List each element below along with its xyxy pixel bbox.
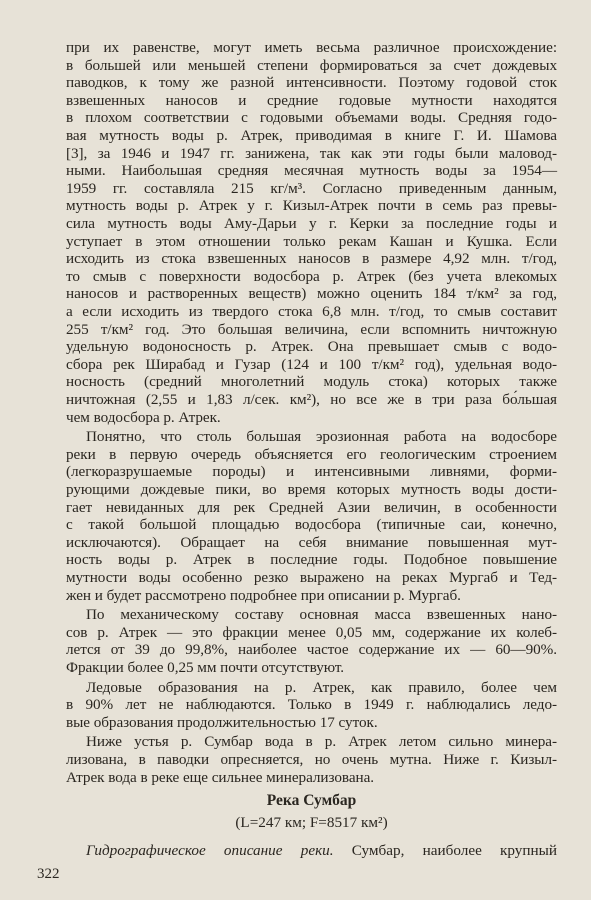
text-line: уступает в этом отношении только рекам Кашан и Кушка. Если: [66, 232, 557, 250]
text-line: удельную водоносность р. Атрек. Она превышает смыв с водо-: [66, 338, 557, 356]
text-line: ность воды р. Атрек в последние годы. Подобное повышение: [66, 551, 557, 569]
text-line: исходить из стока взвешенных наносов в размере 4,92 млн. т/год,: [66, 250, 557, 268]
text-line: то смыв с поверхности водосбора р. Атрек (без учета влекомых: [66, 267, 557, 285]
text-line: Атрек вода в реке еще сильнее минерализована.: [66, 768, 375, 786]
text-line: Ледовые образования на р. Атрек, как правило, более чем: [86, 678, 557, 696]
text-line: По механическому составу основная масса взвешенных нано-: [86, 606, 557, 624]
river-parameters: (L=247 км; F=8517 км²): [235, 814, 388, 832]
text-line: взвешенных наносов и средние годовые мутности находятся: [66, 91, 557, 109]
text-line: гает невиданных для рек Средней Азии величин, в особенности: [66, 498, 557, 516]
text-line: Фракции более 0,25 мм почти отсутствуют.: [66, 659, 345, 676]
text-line: реки в первую очередь объясняется его геологическим строением: [66, 445, 557, 463]
text-line: Ниже устья р. Сумбар вода в р. Атрек летом сильно минера-: [86, 733, 557, 751]
text-line: вые образования продолжительностью 17 суток.: [66, 713, 378, 731]
text-line: вая мутность воды р. Атрек, приводимая в книге Г. И. Шамова: [66, 127, 557, 144]
text-line: чем водосбора р. Атрек.: [66, 408, 221, 426]
section-heading: Река Сумбар: [266, 792, 357, 810]
text-line: сила мутность воды Аму-Дарьи у г. Керки за последние годы и: [66, 215, 557, 232]
subsection-title: Гидрографическое описание реки.: [86, 842, 334, 860]
text-line: лизована, в паводки опресняется, но очень мутна. Ниже г. Кизыл-: [66, 751, 557, 768]
text-line: 1959 гг. составляла 215 кг/м³. Согласно приведенным данным,: [66, 179, 557, 197]
text-line: ными. Наибольшая средняя месячная мутность воды за 1954—: [66, 162, 557, 180]
text-line: [3], за 1946 и 1947 гг. занижена, так как эти годы были маловод-: [66, 144, 557, 162]
text-line: наносов и растворенных веществ) можно оценить 184 т/км² за год,: [66, 285, 557, 303]
text-line: мутности воды особенно резко выражено на реках Мургаб и Тед-: [66, 569, 557, 586]
text-line: паводков, к тому же разной интенсивности. Поэтому годовой сток: [66, 74, 557, 92]
text-line: сов р. Атрек — это фракции менее 0,05 мм, содержание их колеб-: [66, 623, 557, 641]
subsection-line: [86, 842, 557, 860]
text-line: (легкоразрушаемые породы) и интенсивными ливнями, форми-: [66, 463, 557, 481]
text-line: рующими дождевые пики, во время которых мутность воды дости-: [66, 481, 557, 498]
page-number: 322: [37, 866, 60, 882]
text-line: 255 т/км² год. Это большая величина, если вспомнить ничтожную: [66, 320, 557, 338]
text-line: в большей или меньшей степени формироваться за счет дождевых: [66, 56, 557, 74]
text-line: исключаются). Обращает на себя внимание повышенная мут-: [66, 533, 557, 551]
text-line: ничтожная (2,55 и 1,83 л/сек. км²), но все же в три раза бо́льшая: [66, 391, 557, 408]
text-line: а если исходить из твердого стока 6,8 млн. т/год, то смыв составит: [66, 303, 557, 320]
text-line: носность (средний многолетний модуль стока) которых также: [66, 373, 557, 391]
text-line: в плохом соответствии с годовыми объемами воды. Средняя годо-: [66, 109, 557, 127]
text-line: сбора рек Ширабад и Гузар (124 и 100 т/км² год), удельная водо-: [66, 355, 557, 373]
text-line: лется от 39 до 99,8%, наиболее частое содержание их — 60—90%.: [66, 641, 557, 659]
text-line: при их равенстве, могут иметь весьма различное происхождение:: [66, 39, 557, 56]
subsection-text: Сумбар, наиболее крупный: [333, 842, 557, 860]
text-line: в 90% лет не наблюдаются. Только в 1949 г. наблюдались ледо-: [66, 696, 557, 714]
text-line: с такой большой площадью водосбора (типичные саи, конечно,: [66, 516, 557, 534]
text-line: жен и будет рассмотрено подробнее при описании р. Мургаб.: [66, 586, 461, 604]
text-line: Понятно, что столь большая эрозионная работа на водосборе: [86, 428, 557, 446]
text-line: мутность воды р. Атрек у г. Кизыл-Атрек почти в семь раз превы-: [66, 197, 557, 215]
